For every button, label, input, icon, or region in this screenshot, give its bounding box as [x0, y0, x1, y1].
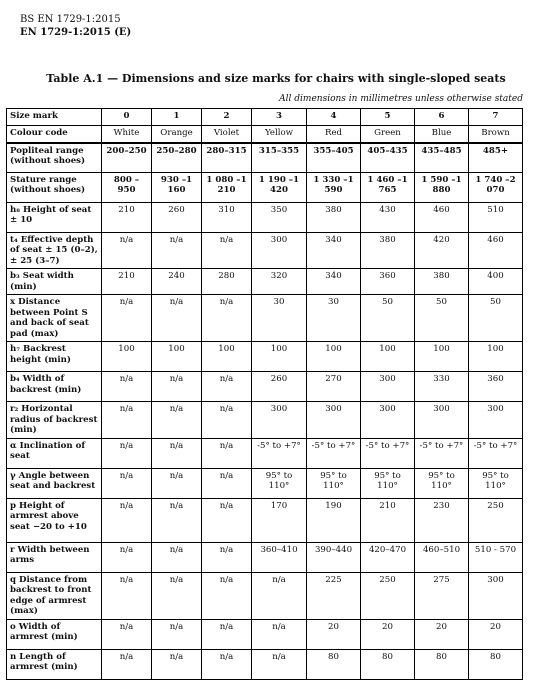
- table-cell: n/a: [102, 438, 152, 468]
- table-cell: 100: [469, 342, 523, 372]
- table-cell: 7: [469, 109, 523, 126]
- table-cell: 100: [202, 342, 252, 372]
- table-cell: n/a: [152, 233, 202, 269]
- table-title: Table A.1 — Dimensions and size marks for chairs with single-sloped seats: [46, 72, 506, 85]
- table-cell: 2: [202, 109, 252, 126]
- units-note: All dimensions in millimetres unless otherwise stated: [279, 94, 523, 104]
- table-cell: 275: [415, 572, 469, 619]
- table-cell: 30: [307, 295, 361, 342]
- row-label: r Width between arms: [7, 542, 102, 572]
- table-cell: 300: [469, 572, 523, 619]
- table-cell: n/a: [102, 468, 152, 498]
- table-cell: Blue: [415, 126, 469, 143]
- table-cell: 360: [469, 372, 523, 402]
- table-cell: n/a: [102, 572, 152, 619]
- table-cell: n/a: [152, 295, 202, 342]
- table-cell: 270: [307, 372, 361, 402]
- table-cell: 210: [361, 498, 415, 542]
- table-cell: 95° to 110°: [252, 468, 307, 498]
- table-row: [7, 233, 523, 269]
- table-cell: 355–405: [307, 143, 361, 173]
- table-cell: 390–440: [307, 542, 361, 572]
- row-label: Colour code: [7, 126, 102, 143]
- table-cell: n/a: [202, 233, 252, 269]
- table-cell: 800 –950: [102, 173, 152, 203]
- table-cell: 405–435: [361, 143, 415, 173]
- table-cell: 1: [152, 109, 202, 126]
- table-row: [7, 619, 523, 649]
- table-cell: 310: [202, 203, 252, 233]
- row-label: α Inclination of seat: [7, 438, 102, 468]
- table-cell: 250–280: [152, 143, 202, 173]
- table-cell: 360: [361, 269, 415, 295]
- table-row: [7, 572, 523, 619]
- table-cell: 6: [415, 109, 469, 126]
- table-cell: 1 330 –1 590: [307, 173, 361, 203]
- table-cell: n/a: [202, 468, 252, 498]
- table-cell: n/a: [252, 619, 307, 649]
- table-cell: 200–250: [102, 143, 152, 173]
- row-label: Size mark: [7, 109, 102, 126]
- table-cell: n/a: [152, 649, 202, 679]
- table-row: [7, 468, 523, 498]
- table-cell: Yellow: [252, 126, 307, 143]
- table-cell: 380: [415, 269, 469, 295]
- table-cell: 80: [307, 649, 361, 679]
- row-label: r₂ Horizontal radius of backrest (min): [7, 402, 102, 438]
- table-row: [7, 649, 523, 679]
- table-row: [7, 173, 523, 203]
- table-row: [7, 498, 523, 542]
- table-cell: 315–355: [252, 143, 307, 173]
- row-label: q Distance from backrest to front edge of armrest (max): [7, 572, 102, 619]
- table-cell: 380: [307, 203, 361, 233]
- standard-number: BS EN 1729-1:2015: [20, 14, 121, 25]
- table-cell: 300: [361, 372, 415, 402]
- table-cell: 100: [361, 342, 415, 372]
- table-cell: 350: [252, 203, 307, 233]
- table-cell: White: [102, 126, 152, 143]
- table-cell: 380: [361, 233, 415, 269]
- table-cell: 100: [307, 342, 361, 372]
- table-cell: 430: [361, 203, 415, 233]
- row-label: b₄ Width of backrest (min): [7, 372, 102, 402]
- table-cell: 300: [252, 402, 307, 438]
- table-cell: n/a: [102, 402, 152, 438]
- table-cell: 250: [469, 498, 523, 542]
- table-cell: 330: [415, 372, 469, 402]
- table-cell: 250: [361, 572, 415, 619]
- table-cell: n/a: [202, 542, 252, 572]
- table-cell: 485+: [469, 143, 523, 173]
- table-cell: n/a: [152, 402, 202, 438]
- table-cell: 50: [361, 295, 415, 342]
- table-cell: n/a: [102, 619, 152, 649]
- table-cell: 460: [415, 203, 469, 233]
- table-cell: 100: [415, 342, 469, 372]
- table-cell: 225: [307, 572, 361, 619]
- table-cell: n/a: [152, 468, 202, 498]
- table-cell: 400: [469, 269, 523, 295]
- table-cell: 20: [361, 619, 415, 649]
- table-row: [7, 295, 523, 342]
- table-row: [7, 438, 523, 468]
- table-cell: Brown: [469, 126, 523, 143]
- table-cell: 260: [252, 372, 307, 402]
- table-cell: 240: [152, 269, 202, 295]
- table-cell: 20: [469, 619, 523, 649]
- standard-number-en: EN 1729-1:2015 (E): [20, 27, 132, 38]
- table-cell: n/a: [252, 649, 307, 679]
- table-cell: n/a: [202, 572, 252, 619]
- table-cell: n/a: [202, 372, 252, 402]
- table-cell: 170: [252, 498, 307, 542]
- table-row: [7, 126, 523, 143]
- table-cell: 460: [469, 233, 523, 269]
- table-cell: n/a: [102, 372, 152, 402]
- table-cell: 20: [415, 619, 469, 649]
- table-cell: 80: [361, 649, 415, 679]
- dimensions-table: [6, 108, 523, 680]
- table-cell: 420: [415, 233, 469, 269]
- table-cell: 80: [415, 649, 469, 679]
- table-cell: 100: [152, 342, 202, 372]
- table-cell: n/a: [102, 542, 152, 572]
- table-cell: 280: [202, 269, 252, 295]
- table-cell: n/a: [152, 572, 202, 619]
- row-label: p Height of armrest above seat −20 to +10: [7, 498, 102, 542]
- row-label: h₇ Backrest height (min): [7, 342, 102, 372]
- table-cell: n/a: [202, 438, 252, 468]
- table-cell: -5° to +7°: [307, 438, 361, 468]
- table-cell: 320: [252, 269, 307, 295]
- row-label: n Length of armrest (min): [7, 649, 102, 679]
- row-label: γ Angle between seat and backrest: [7, 468, 102, 498]
- row-label: h₈ Height of seat ± 10: [7, 203, 102, 233]
- row-label: b₃ Seat width (min): [7, 269, 102, 295]
- table-cell: n/a: [152, 438, 202, 468]
- table-cell: 30: [252, 295, 307, 342]
- table-cell: Orange: [152, 126, 202, 143]
- table-cell: 20: [307, 619, 361, 649]
- table-cell: n/a: [202, 295, 252, 342]
- table-cell: n/a: [102, 649, 152, 679]
- table-cell: -5° to +7°: [415, 438, 469, 468]
- table-cell: 3: [252, 109, 307, 126]
- table-cell: -5° to +7°: [252, 438, 307, 468]
- table-cell: 95° to 110°: [415, 468, 469, 498]
- table-row: [7, 203, 523, 233]
- table-cell: n/a: [102, 295, 152, 342]
- table-body: [7, 109, 523, 680]
- table-cell: 1 190 –1 420: [252, 173, 307, 203]
- table-cell: -5° to +7°: [469, 438, 523, 468]
- table-cell: 360–410: [252, 542, 307, 572]
- table-cell: n/a: [152, 498, 202, 542]
- table-cell: 1 460 –1 765: [361, 173, 415, 203]
- table-cell: 435–485: [415, 143, 469, 173]
- table-cell: 300: [415, 402, 469, 438]
- table-cell: Violet: [202, 126, 252, 143]
- table-cell: 95° to 110°: [361, 468, 415, 498]
- table-row: [7, 143, 523, 173]
- table-cell: 50: [469, 295, 523, 342]
- table-cell: 95° to 110°: [307, 468, 361, 498]
- row-label: t₄ Effective depth of seat ± 15 (0–2), ± 25 (3–7): [7, 233, 102, 269]
- table-row: [7, 542, 523, 572]
- table-cell: 300: [252, 233, 307, 269]
- table-cell: 1 590 –1 880: [415, 173, 469, 203]
- table-cell: 0: [102, 109, 152, 126]
- table-cell: n/a: [152, 542, 202, 572]
- table-cell: 300: [469, 402, 523, 438]
- table-cell: 80: [469, 649, 523, 679]
- table-row: [7, 269, 523, 295]
- table-cell: 340: [307, 233, 361, 269]
- table-cell: n/a: [202, 498, 252, 542]
- table-cell: 210: [102, 203, 152, 233]
- row-label: Stature range (without shoes): [7, 173, 102, 203]
- table-cell: 300: [307, 402, 361, 438]
- table-cell: 5: [361, 109, 415, 126]
- row-label: x Distance between Point S and back of seat pad (max): [7, 295, 102, 342]
- table-cell: 4: [307, 109, 361, 126]
- table-cell: 1 080 –1 210: [202, 173, 252, 203]
- table-cell: 340: [307, 269, 361, 295]
- table-cell: 100: [252, 342, 307, 372]
- table-cell: 260: [152, 203, 202, 233]
- table-cell: 230: [415, 498, 469, 542]
- table-cell: n/a: [102, 233, 152, 269]
- table-cell: n/a: [102, 498, 152, 542]
- table-cell: n/a: [152, 372, 202, 402]
- table-cell: 510: [469, 203, 523, 233]
- table-cell: 50: [415, 295, 469, 342]
- table-row: [7, 372, 523, 402]
- table-cell: 1 740 –2 070: [469, 173, 523, 203]
- table-cell: n/a: [252, 572, 307, 619]
- table-cell: 510 - 570: [469, 542, 523, 572]
- header-row: [7, 109, 523, 126]
- table-cell: 280–315: [202, 143, 252, 173]
- row-label: Popliteal range (without shoes): [7, 143, 102, 173]
- table-cell: 460–510: [415, 542, 469, 572]
- table-cell: Green: [361, 126, 415, 143]
- table-cell: 930 –1 160: [152, 173, 202, 203]
- table-row: [7, 342, 523, 372]
- table-cell: 420–470: [361, 542, 415, 572]
- table-row: [7, 402, 523, 438]
- table-cell: 210: [102, 269, 152, 295]
- table-cell: 190: [307, 498, 361, 542]
- table-cell: Red: [307, 126, 361, 143]
- table-cell: 100: [102, 342, 152, 372]
- table-cell: n/a: [202, 649, 252, 679]
- table-cell: 95° to 110°: [469, 468, 523, 498]
- table-cell: -5° to +7°: [361, 438, 415, 468]
- table-cell: n/a: [202, 619, 252, 649]
- table-cell: n/a: [152, 619, 202, 649]
- row-label: o Width of armrest (min): [7, 619, 102, 649]
- table-cell: n/a: [202, 402, 252, 438]
- table-cell: 300: [361, 402, 415, 438]
